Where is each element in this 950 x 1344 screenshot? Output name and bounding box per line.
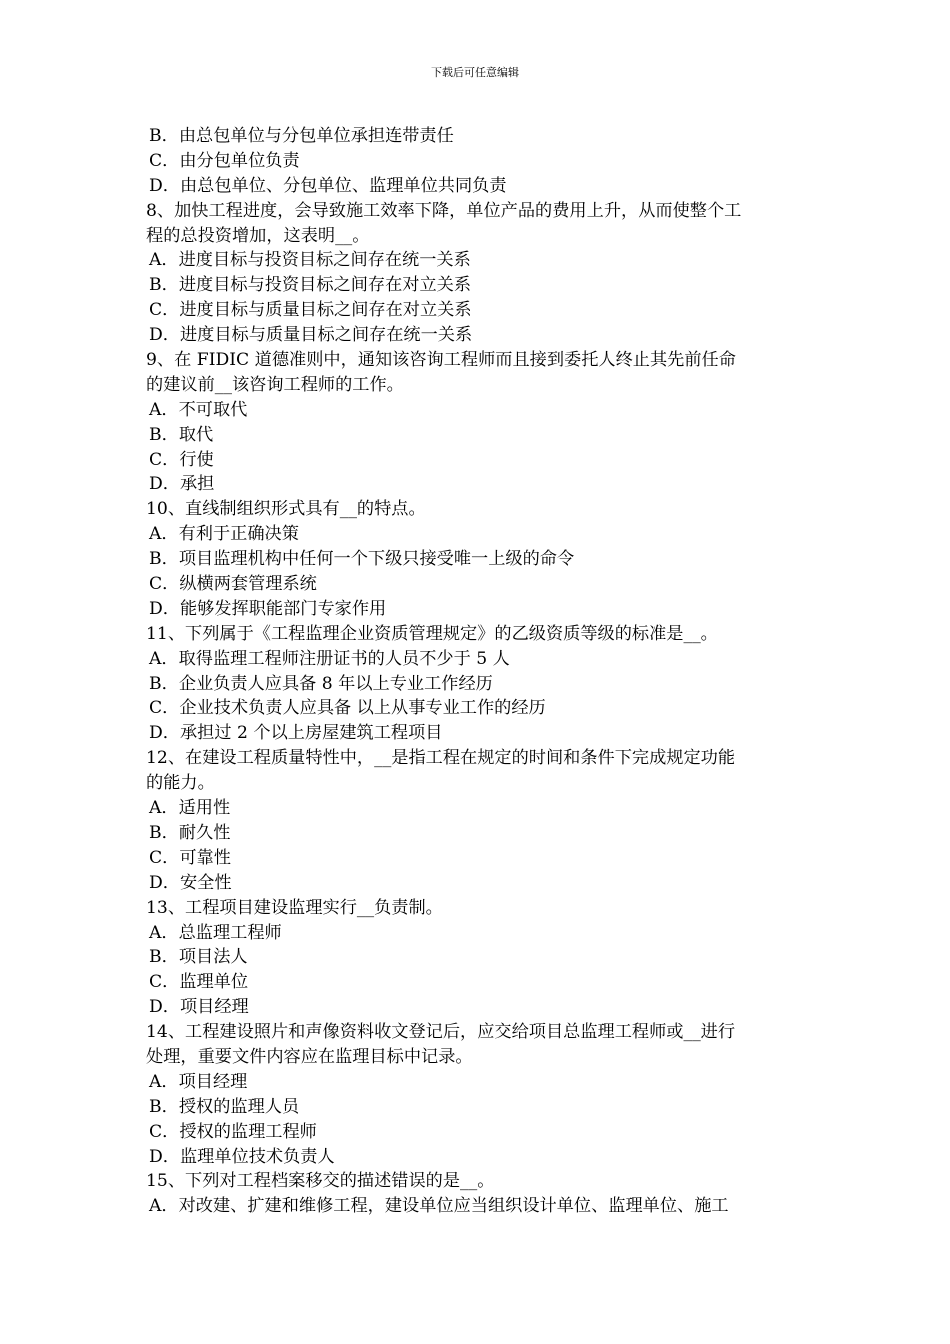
option-line: B．授权的监理人员 [149, 1096, 300, 1117]
option-line: A．取得监理工程师注册证书的人员不少于 5 人 [149, 648, 510, 669]
option-line: C．授权的监理工程师 [149, 1121, 317, 1142]
question-continuation-line: 处理，重要文件内容应在监理目标中记录。 [146, 1046, 473, 1067]
option-line: D．由总包单位、分包单位、监理单位共同负责 [149, 175, 507, 196]
question-line: 9、在 FIDIC 道德准则中，通知该咨询工程师而且接到委托人终止其先前任命 [146, 350, 736, 371]
option-line: D．承担过 2 个以上房屋建筑工程项目 [149, 723, 443, 744]
option-line: C．企业技术负责人应具备 以上从事专业工作的经历 [149, 698, 546, 719]
option-line: B．进度目标与投资目标之间存在对立关系 [149, 275, 472, 296]
question-line: 8、加快工程进度，会导致施工效率下降，单位产品的费用上升，从而使整个工 [146, 200, 742, 221]
option-line: B．项目法人 [149, 947, 248, 968]
option-line: B．企业负责人应具备 8 年以上专业工作经历 [149, 673, 493, 694]
option-line: B．项目监理机构中任何一个下级只接受唯一上级的命令 [149, 549, 575, 570]
option-line: B．耐久性 [149, 822, 231, 843]
option-line: B．取代 [149, 424, 214, 445]
option-line: D．监理单位技术负责人 [149, 1146, 335, 1167]
option-line: B．由总包单位与分包单位承担连带责任 [149, 126, 454, 146]
option-line: A．项目经理 [149, 1071, 248, 1092]
question-line: 15、下列对工程档案移交的描述错误的是__。 [146, 1171, 495, 1192]
option-line: C．进度目标与质量目标之间存在对立关系 [149, 300, 472, 321]
option-line: D．能够发挥职能部门专家作用 [149, 598, 387, 619]
page-header-text: 下载后可任意编辑 [431, 66, 519, 79]
question-continuation-line: 的能力。 [146, 773, 215, 794]
option-line: C．由分包单位负责 [149, 150, 300, 171]
question-line: 14、工程建设照片和声像资料收文登记后，应交给项目总监理工程师或__进行 [146, 1022, 736, 1043]
option-line: A．总监理工程师 [149, 922, 282, 943]
page-header [0, 66, 950, 80]
option-line: D．进度目标与质量目标之间存在统一关系 [149, 325, 473, 346]
document-body [146, 124, 806, 1219]
option-line: D．承担 [149, 474, 215, 495]
question-continuation-line: 的建议前__该咨询工程师的工作。 [146, 374, 404, 395]
question-continuation-line: 程的总投资增加，这表明__。 [146, 225, 370, 246]
question-line: 10、直线制组织形式具有__的特点。 [146, 499, 426, 520]
option-line: C．可靠性 [149, 847, 231, 868]
option-line: A．对改建、扩建和维修工程，建设单位应当组织设计单位、监理单位、施工 [149, 1196, 729, 1217]
option-line: D．项目经理 [149, 997, 249, 1018]
option-line: A．适用性 [149, 798, 231, 819]
question-line: 13、工程项目建设监理实行__负责制。 [146, 897, 443, 918]
option-line: D．安全性 [149, 872, 232, 893]
option-line: C．监理单位 [149, 972, 249, 993]
option-line: A．有利于正确决策 [149, 524, 299, 545]
option-line: A．不可取代 [149, 399, 248, 420]
option-line: A．进度目标与投资目标之间存在统一关系 [149, 250, 471, 271]
option-line: C．行使 [149, 449, 214, 470]
option-line: C．纵横两套管理系统 [149, 574, 317, 595]
question-line: 12、在建设工程质量特性中，__是指工程在规定的时间和条件下完成规定功能 [146, 748, 736, 769]
question-line: 11、下列属于《工程监理企业资质管理规定》的乙级资质等级的标准是__。 [146, 623, 718, 644]
